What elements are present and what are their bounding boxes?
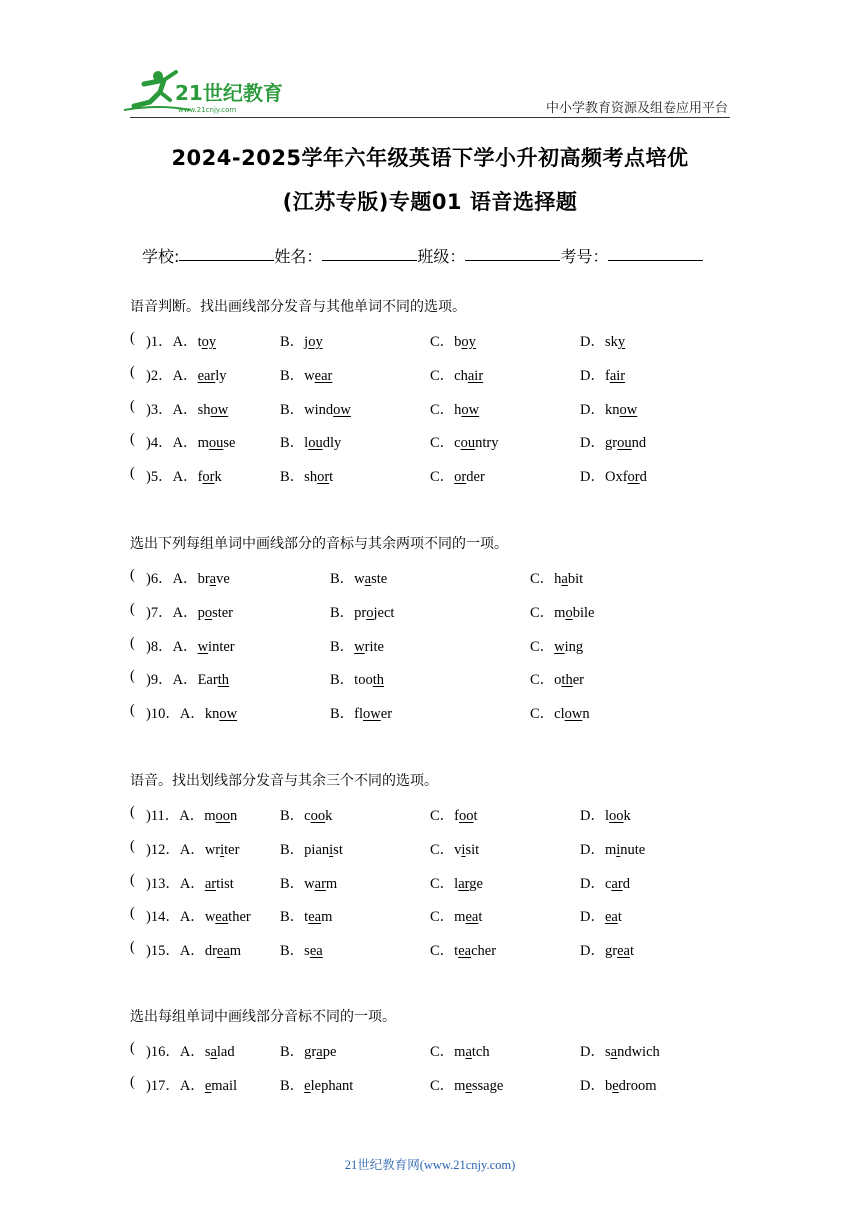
question-row — [130, 905, 730, 925]
underlined-part: ar — [611, 875, 623, 892]
option-d: D．great — [580, 943, 634, 960]
option-b: B．write — [330, 638, 384, 655]
underlined-part: th — [561, 672, 573, 689]
option-c: C．meat — [430, 909, 483, 926]
underlined-part: o — [204, 604, 213, 621]
name-label: 姓名： — [274, 247, 323, 266]
option-a: )16．A．salad — [146, 1044, 235, 1060]
page-title: 2024-2025学年六年级英语下学小升初高频考点培优 — [171, 146, 689, 170]
underlined-part: oo — [310, 808, 326, 824]
option-a: )13．A．artist — [146, 875, 234, 892]
platform-tagline: 中小学教育资源及组卷应用平台 — [545, 100, 728, 115]
underlined-part: ar — [458, 875, 470, 892]
option-b: B．waste — [330, 571, 388, 587]
question-row — [130, 939, 730, 959]
option-a: )11．A．moon — [146, 808, 238, 824]
underlined-part: ou — [208, 435, 224, 452]
question-number: )1．A． — [146, 334, 198, 350]
answer-blank[interactable]: ( — [130, 600, 135, 617]
underlined-part: ea — [308, 909, 322, 926]
option-c: C．other — [530, 672, 584, 689]
footer: 21世纪教育网(www.21cnjy.com) — [344, 1158, 516, 1172]
question-number: )16．A． — [146, 1044, 205, 1060]
underlined-part: ea — [604, 909, 618, 926]
section-title: 语音判断。找出画线部分发音与其他单词不同的选项。 — [130, 299, 466, 315]
underlined-part: air — [609, 367, 626, 384]
underlined-part: ear — [197, 367, 216, 384]
question-number: )10．A． — [146, 706, 205, 723]
underlined-part: or — [627, 469, 640, 486]
underlined-part: a — [561, 571, 568, 587]
option-b: B．pianist — [280, 841, 343, 858]
option-b: B．wear — [280, 367, 333, 384]
answer-blank[interactable]: ( — [130, 668, 135, 685]
question-number: )13．A． — [146, 875, 205, 892]
underlined-part: a — [610, 1044, 618, 1060]
question-number: )6．A． — [146, 571, 198, 587]
option-c: C．large — [430, 875, 483, 892]
underlined-part: ea — [216, 943, 230, 960]
name-blank[interactable] — [322, 244, 417, 261]
option-d: D．ground — [580, 435, 647, 452]
underlined-part: w — [197, 638, 209, 655]
question-number: )14．A． — [146, 909, 205, 926]
option-d: D．bedroom — [580, 1077, 657, 1094]
option-c: C．chair — [430, 367, 484, 384]
underlined-part: ou — [617, 435, 632, 452]
answer-blank[interactable]: ( — [130, 397, 135, 414]
21-century-education-logo — [120, 66, 290, 116]
option-b: B．warm — [280, 875, 338, 892]
school-label: 学校: — [142, 247, 180, 266]
question-row — [130, 364, 730, 384]
option-d: D．card — [580, 875, 630, 892]
underlined-part: ou — [460, 435, 476, 452]
underlined-part: oy — [308, 334, 323, 350]
svg-text:www.21cnjy.com: www.21cnjy.com — [178, 106, 237, 114]
option-a: )6．A．brave — [146, 571, 230, 587]
class-blank[interactable] — [465, 244, 560, 261]
option-b: B．project — [330, 604, 395, 621]
question-row — [130, 330, 730, 350]
underlined-part: y — [617, 334, 626, 350]
underlined-part: w — [554, 638, 565, 655]
underlined-part: oo — [215, 808, 231, 824]
answer-blank[interactable]: ( — [130, 837, 135, 854]
question-row — [130, 1074, 730, 1094]
option-d: D．eat — [580, 909, 622, 926]
option-d: D．know — [580, 401, 638, 418]
underlined-part: ow — [461, 401, 480, 418]
underlined-part: i — [616, 841, 621, 858]
underlined-part: a — [465, 1044, 472, 1060]
underlined-part: ar — [314, 875, 326, 892]
underlined-part: ea — [458, 943, 472, 960]
underlined-part: th — [217, 672, 229, 689]
option-c: C．teacher — [430, 943, 497, 960]
option-c: C．boy — [430, 334, 476, 350]
option-b: B．elephant — [280, 1077, 354, 1094]
underlined-part: ow — [619, 401, 638, 418]
option-a: )8．A．winter — [146, 638, 235, 655]
section-title: 语音。找出划线部分发音与其余三个不同的选项。 — [130, 773, 438, 789]
underlined-part: ow — [564, 706, 583, 723]
answer-blank[interactable]: ( — [130, 1040, 135, 1056]
question-number: )5．A． — [146, 469, 198, 486]
option-c: C．country — [430, 435, 499, 452]
option-b: B．short — [280, 469, 334, 486]
option-d: D．look — [580, 808, 631, 824]
option-a: )3．A．show — [146, 401, 229, 418]
underlined-part: oo — [459, 808, 474, 824]
option-a: )12．A．writer — [146, 841, 240, 858]
option-d: D．sandwich — [580, 1044, 660, 1060]
option-b: B．cook — [280, 808, 333, 824]
underlined-part: e — [204, 1077, 212, 1094]
answer-blank[interactable]: ( — [130, 905, 135, 922]
question-number: )11．A． — [146, 808, 205, 824]
option-a: )9．A．Earth — [146, 672, 229, 689]
answer-blank[interactable]: ( — [130, 804, 135, 820]
option-b: B．team — [280, 909, 333, 926]
underlined-part: i — [329, 841, 334, 858]
class-label: 班级： — [417, 247, 466, 266]
exam-number-label: 考号： — [560, 247, 609, 266]
answer-blank[interactable]: ( — [130, 431, 135, 448]
underlined-part: ea — [465, 909, 479, 926]
option-a: )17．A．email — [146, 1077, 238, 1094]
option-d: D．minute — [580, 841, 646, 858]
question-row — [130, 702, 730, 722]
underlined-part: e — [612, 1077, 619, 1094]
question-number: )17．A． — [146, 1077, 205, 1094]
underlined-part: a — [316, 1044, 323, 1060]
underlined-part: a — [209, 571, 217, 587]
underlined-part: ea — [617, 943, 630, 960]
underlined-part: oy — [201, 334, 217, 350]
underlined-part: ear — [314, 367, 333, 384]
option-c: C．how — [430, 401, 480, 418]
answer-blank[interactable]: ( — [130, 465, 135, 482]
option-c: C．order — [430, 469, 485, 486]
question-number: )3．A． — [146, 401, 198, 418]
underlined-part: o — [565, 604, 573, 621]
answer-blank[interactable]: ( — [130, 939, 135, 956]
student-info-row — [142, 244, 703, 267]
option-a: )2．A．early — [146, 367, 227, 384]
question-number: )15．A． — [146, 943, 205, 960]
option-c: C．message — [430, 1077, 504, 1094]
answer-blank[interactable]: ( — [130, 567, 135, 583]
answer-blank[interactable]: ( — [130, 1073, 135, 1090]
option-d: D．fair — [580, 367, 626, 384]
question-number: )9．A． — [146, 672, 198, 689]
underlined-part: ar — [204, 875, 217, 892]
option-d: D．sky — [580, 334, 626, 350]
answer-blank[interactable]: ( — [130, 702, 135, 719]
page-header — [0, 0, 860, 120]
option-c: C．visit — [430, 841, 480, 858]
question-number: )12．A． — [146, 841, 205, 858]
question-number: )4．A． — [146, 435, 198, 452]
header-divider — [130, 117, 730, 118]
section-title: 选出每组单词中画线部分音标不同的一项。 — [130, 1009, 396, 1025]
question-row — [130, 601, 730, 621]
question-row — [130, 465, 730, 485]
answer-blank[interactable]: ( — [130, 871, 135, 888]
underlined-part: ea — [215, 909, 229, 926]
option-d: D．Oxford — [580, 469, 647, 486]
option-a: )7．A．poster — [146, 604, 233, 621]
answer-blank[interactable]: ( — [130, 330, 135, 346]
exam-number-blank[interactable] — [608, 244, 703, 261]
option-b: B．sea — [280, 943, 323, 960]
option-b: B．loudly — [280, 435, 342, 452]
underlined-part: oo — [609, 808, 624, 824]
option-c: C．mobile — [530, 604, 595, 621]
option-c: C．habit — [530, 571, 584, 587]
underlined-part: i — [461, 841, 466, 858]
question-row — [130, 635, 730, 655]
option-a: )5．A．fork — [146, 469, 222, 486]
question-number: )8．A． — [146, 638, 198, 655]
option-a: )1．A．toy — [146, 334, 217, 350]
svg-text:21世纪教育: 21世纪教育 — [175, 81, 283, 105]
question-row — [130, 804, 730, 824]
answer-blank[interactable]: ( — [130, 634, 135, 651]
question-row — [130, 838, 730, 858]
answer-blank[interactable]: ( — [130, 363, 135, 380]
underlined-part: i — [220, 841, 225, 858]
underlined-part: ow — [333, 401, 351, 418]
underlined-part: air — [467, 367, 484, 384]
underlined-part: ea — [309, 943, 323, 960]
question-number: )2．A． — [146, 367, 198, 384]
underlined-part: ow — [363, 706, 381, 723]
option-a: )4．A．mouse — [146, 435, 236, 452]
underlined-part: ow — [219, 706, 238, 723]
question-number: )7．A． — [146, 604, 198, 621]
option-a: )15．A．dream — [146, 943, 242, 960]
option-a: )14．A．weather — [146, 909, 251, 926]
underlined-part: ou — [308, 435, 323, 452]
question-row — [130, 1040, 730, 1060]
option-a: )10．A．know — [146, 706, 238, 723]
option-b: B．grape — [280, 1044, 337, 1060]
underlined-part: ow — [210, 401, 229, 418]
question-row — [130, 668, 730, 688]
option-c: C．foot — [430, 808, 478, 824]
underlined-part: or — [317, 469, 330, 486]
option-b: B．joy — [280, 334, 323, 350]
underlined-part: o — [366, 604, 374, 621]
section-title: 选出下列每组单词中画线部分的音标与其余两项不同的一项。 — [130, 536, 508, 552]
underlined-part: oy — [461, 334, 476, 350]
underlined-part: a — [364, 571, 372, 587]
option-b: B．window — [280, 401, 351, 418]
underlined-part: or — [454, 469, 467, 486]
option-c: C．match — [430, 1044, 490, 1060]
question-row — [130, 398, 730, 418]
option-b: B．tooth — [330, 672, 384, 689]
page-subtitle: (江苏专版)专题01 语音选择题 — [282, 190, 578, 214]
school-blank[interactable] — [179, 244, 274, 261]
question-row — [130, 872, 730, 892]
underlined-part: a — [210, 1044, 217, 1060]
question-row — [130, 567, 730, 587]
underlined-part: e — [304, 1077, 311, 1094]
underlined-part: th — [372, 672, 384, 689]
option-b: B．flower — [330, 706, 393, 723]
option-c: C．wing — [530, 638, 584, 655]
underlined-part: w — [354, 638, 365, 655]
option-c: C．clown — [530, 706, 590, 723]
underlined-part: e — [465, 1077, 472, 1094]
underlined-part: or — [202, 469, 215, 486]
question-row — [130, 431, 730, 451]
